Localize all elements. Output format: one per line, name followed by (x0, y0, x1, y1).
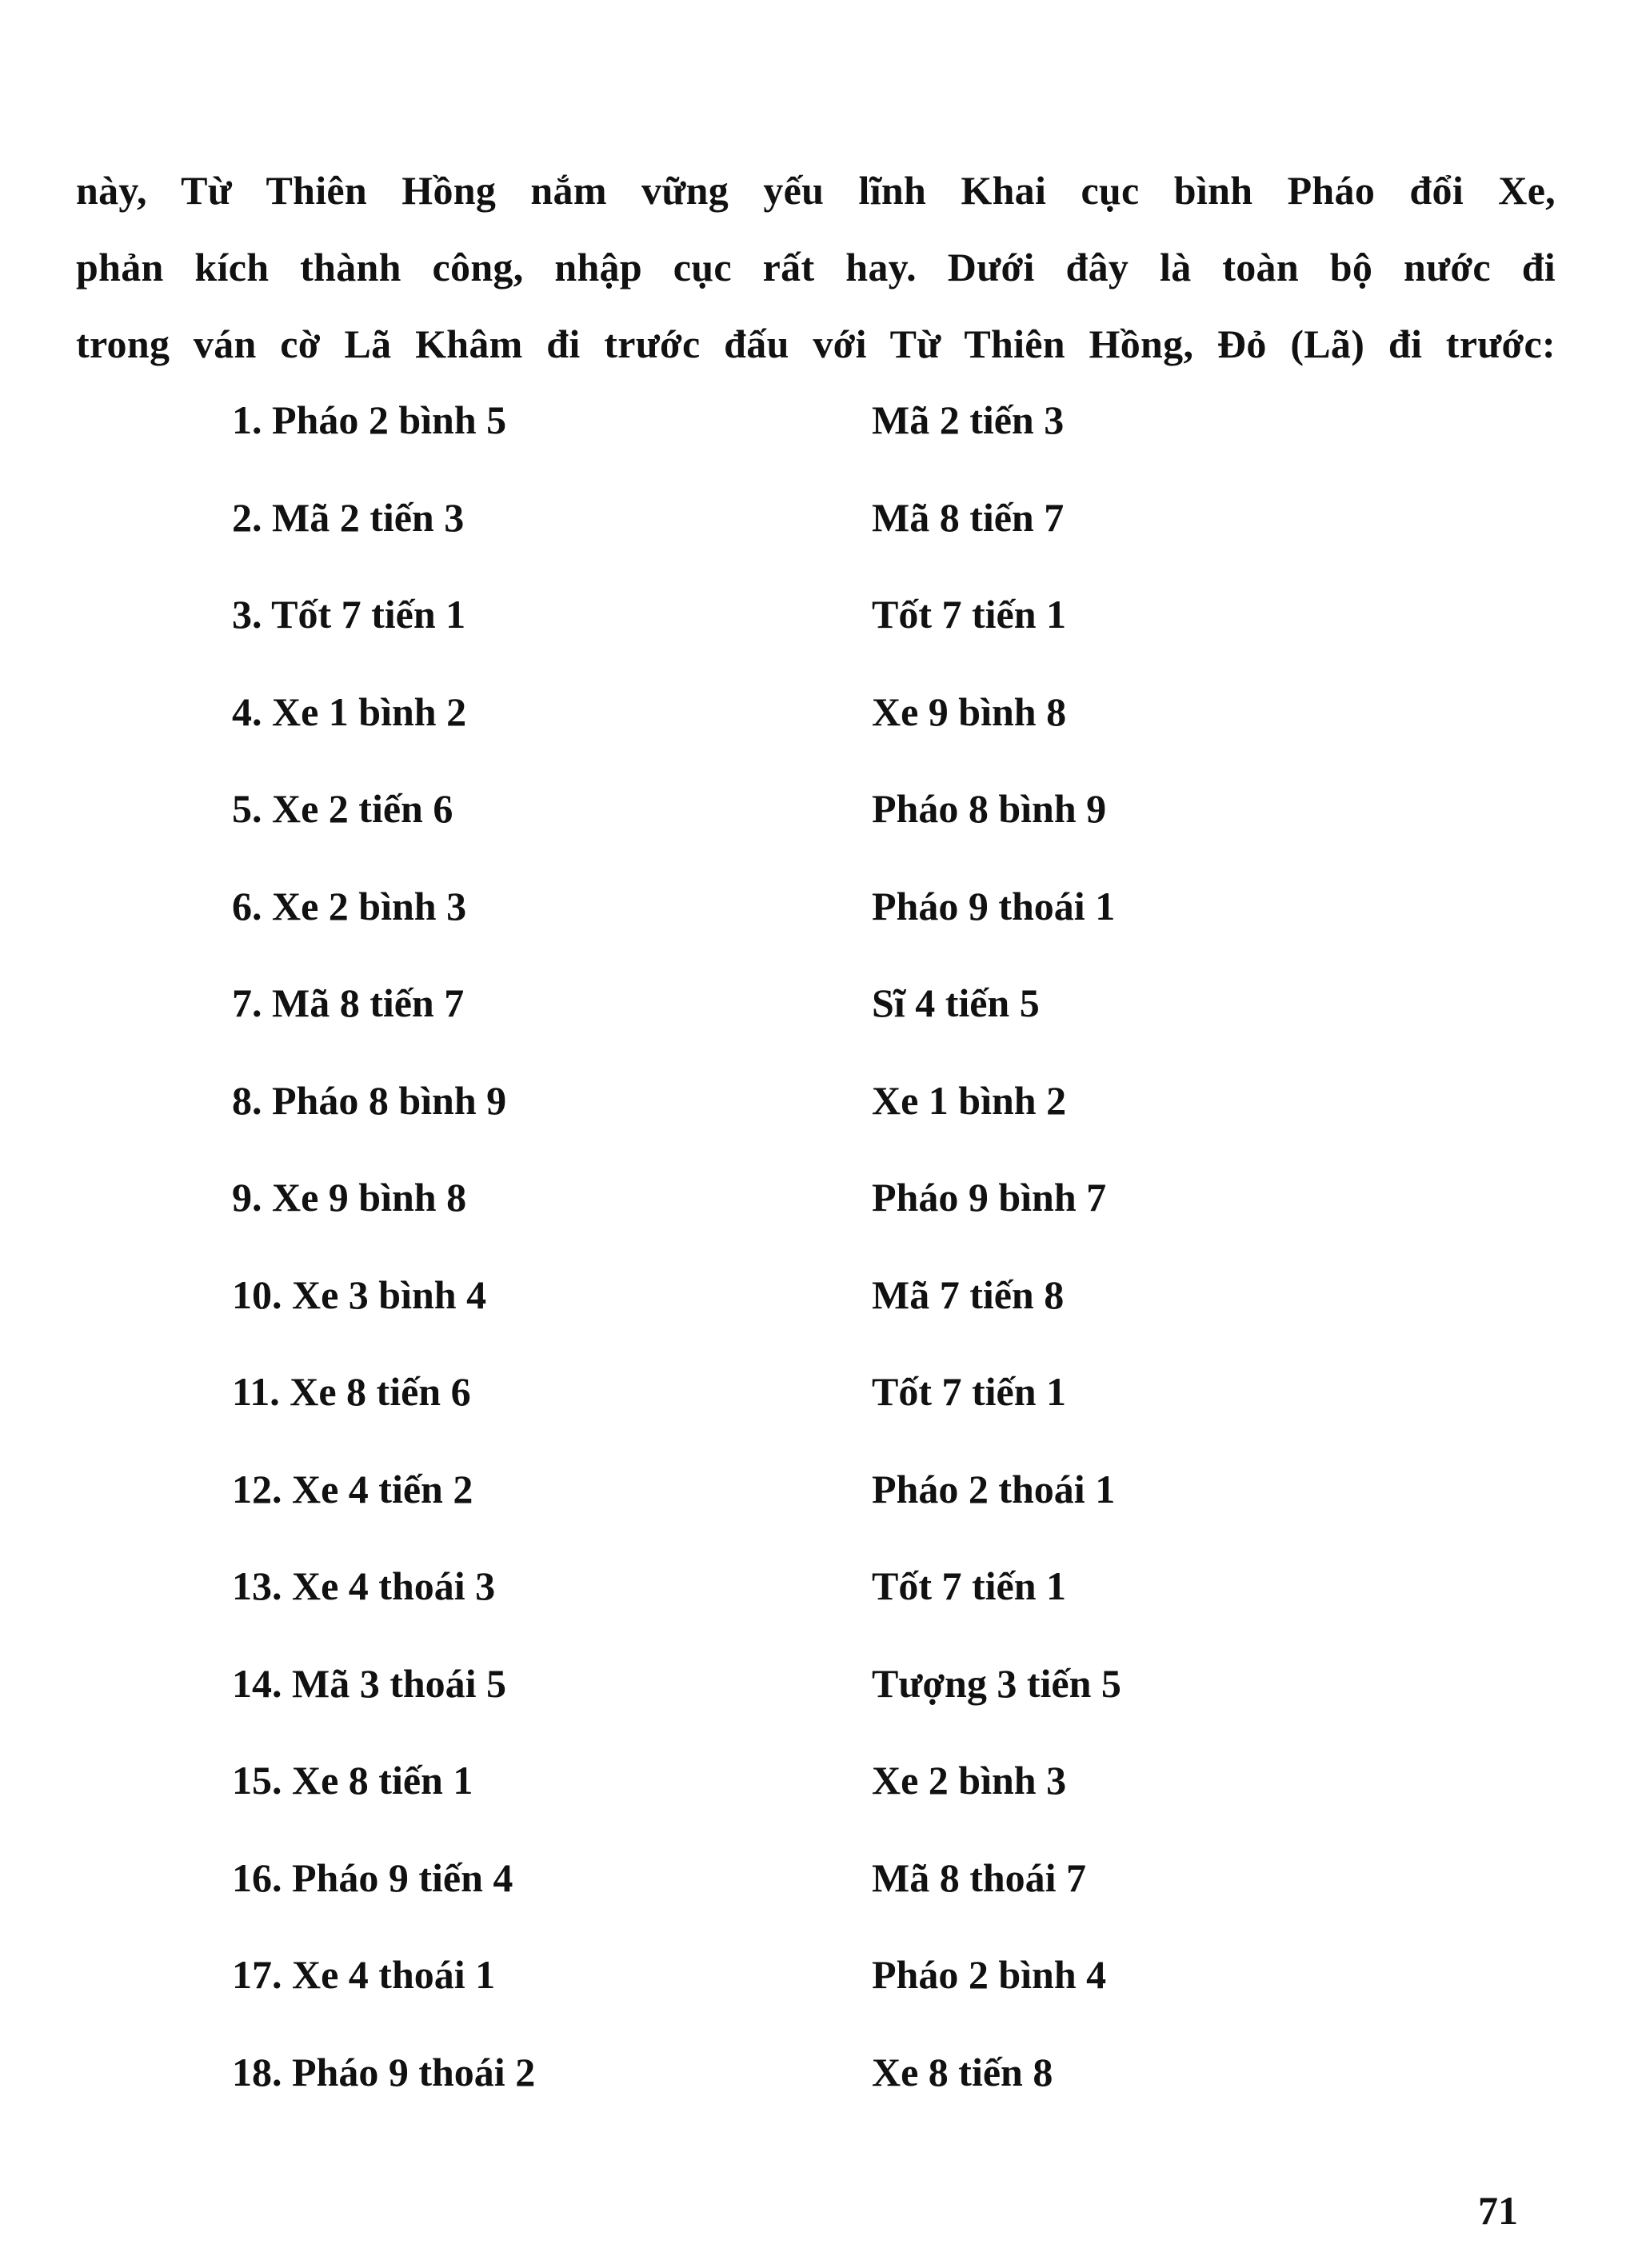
move-row (232, 1271, 1352, 1368)
red-move: 12. Xe 4 tiến 2 (232, 1466, 473, 1511)
move-row (232, 1465, 1352, 1563)
move-row (232, 1659, 1352, 1757)
move-row (232, 1854, 1352, 1951)
black-move: Sĩ 4 tiến 5 (872, 980, 1040, 1025)
intro-line: trong ván cờ Lã Khâm đi trước đấu với Từ Thiên Hồng, Đỏ (Lã) đi trước: (76, 321, 1556, 366)
red-move: 18. Pháo 9 thoái 2 (232, 2049, 536, 2094)
move-row (232, 1756, 1352, 1854)
move-row (232, 1076, 1352, 1174)
black-move: Xe 9 bình 8 (872, 689, 1067, 734)
move-list (232, 396, 1352, 2145)
red-move: 11. Xe 8 tiến 6 (232, 1369, 471, 1414)
black-move: Tốt 7 tiến 1 (872, 1369, 1067, 1414)
black-move: Mã 2 tiến 3 (872, 397, 1065, 442)
black-move: Tốt 7 tiến 1 (872, 1563, 1067, 1608)
move-row (232, 882, 1352, 980)
red-move: 1. Pháo 2 bình 5 (232, 397, 507, 442)
intro-paragraph (76, 152, 1556, 382)
red-move: 14. Mã 3 thoái 5 (232, 1660, 507, 1706)
move-row (232, 2048, 1352, 2146)
red-move: 9. Xe 9 bình 8 (232, 1175, 467, 1220)
black-move: Xe 2 bình 3 (872, 1758, 1067, 1803)
red-move: 7. Mã 8 tiến 7 (232, 980, 465, 1025)
red-move: 17. Xe 4 thoái 1 (232, 1952, 496, 1997)
red-move: 5. Xe 2 tiến 6 (232, 786, 453, 831)
black-move: Tượng 3 tiến 5 (872, 1660, 1121, 1706)
move-row (232, 1951, 1352, 2048)
move-row (232, 1173, 1352, 1271)
red-move: 13. Xe 4 thoái 3 (232, 1563, 496, 1608)
move-row (232, 396, 1352, 493)
red-move: 10. Xe 3 bình 4 (232, 1272, 487, 1317)
black-move: Tốt 7 tiến 1 (872, 592, 1067, 637)
black-move: Xe 1 bình 2 (872, 1077, 1067, 1123)
move-row (232, 590, 1352, 688)
move-row (232, 688, 1352, 785)
red-move: 6. Xe 2 bình 3 (232, 883, 467, 928)
page-number: 71 (1478, 2188, 1518, 2233)
red-move: 16. Pháo 9 tiến 4 (232, 1855, 513, 1900)
move-row (232, 1368, 1352, 1465)
black-move: Mã 8 tiến 7 (872, 494, 1065, 540)
red-move: 8. Pháo 8 bình 9 (232, 1077, 507, 1123)
black-move: Pháo 2 bình 4 (872, 1952, 1107, 1997)
move-row (232, 785, 1352, 882)
black-move: Mã 8 thoái 7 (872, 1855, 1087, 1900)
move-row (232, 979, 1352, 1076)
black-move: Pháo 2 thoái 1 (872, 1466, 1116, 1511)
red-move: 3. Tốt 7 tiến 1 (232, 592, 466, 637)
black-move: Mã 7 tiến 8 (872, 1272, 1065, 1317)
black-move: Pháo 9 bình 7 (872, 1175, 1107, 1220)
black-move: Xe 8 tiến 8 (872, 2049, 1053, 2094)
red-move: 15. Xe 8 tiến 1 (232, 1758, 473, 1803)
intro-line: này, Từ Thiên Hồng nắm vững yếu lĩnh Khai cục bình Pháo đổi Xe, (76, 168, 1556, 213)
red-move: 2. Mã 2 tiến 3 (232, 494, 465, 540)
move-row (232, 493, 1352, 591)
move-row (232, 1562, 1352, 1659)
black-move: Pháo 9 thoái 1 (872, 883, 1116, 928)
red-move: 4. Xe 1 bình 2 (232, 689, 467, 734)
black-move: Pháo 8 bình 9 (872, 786, 1107, 831)
intro-line: phản kích thành công, nhập cục rất hay. Dưới đây là toàn bộ nước đi (76, 245, 1556, 289)
